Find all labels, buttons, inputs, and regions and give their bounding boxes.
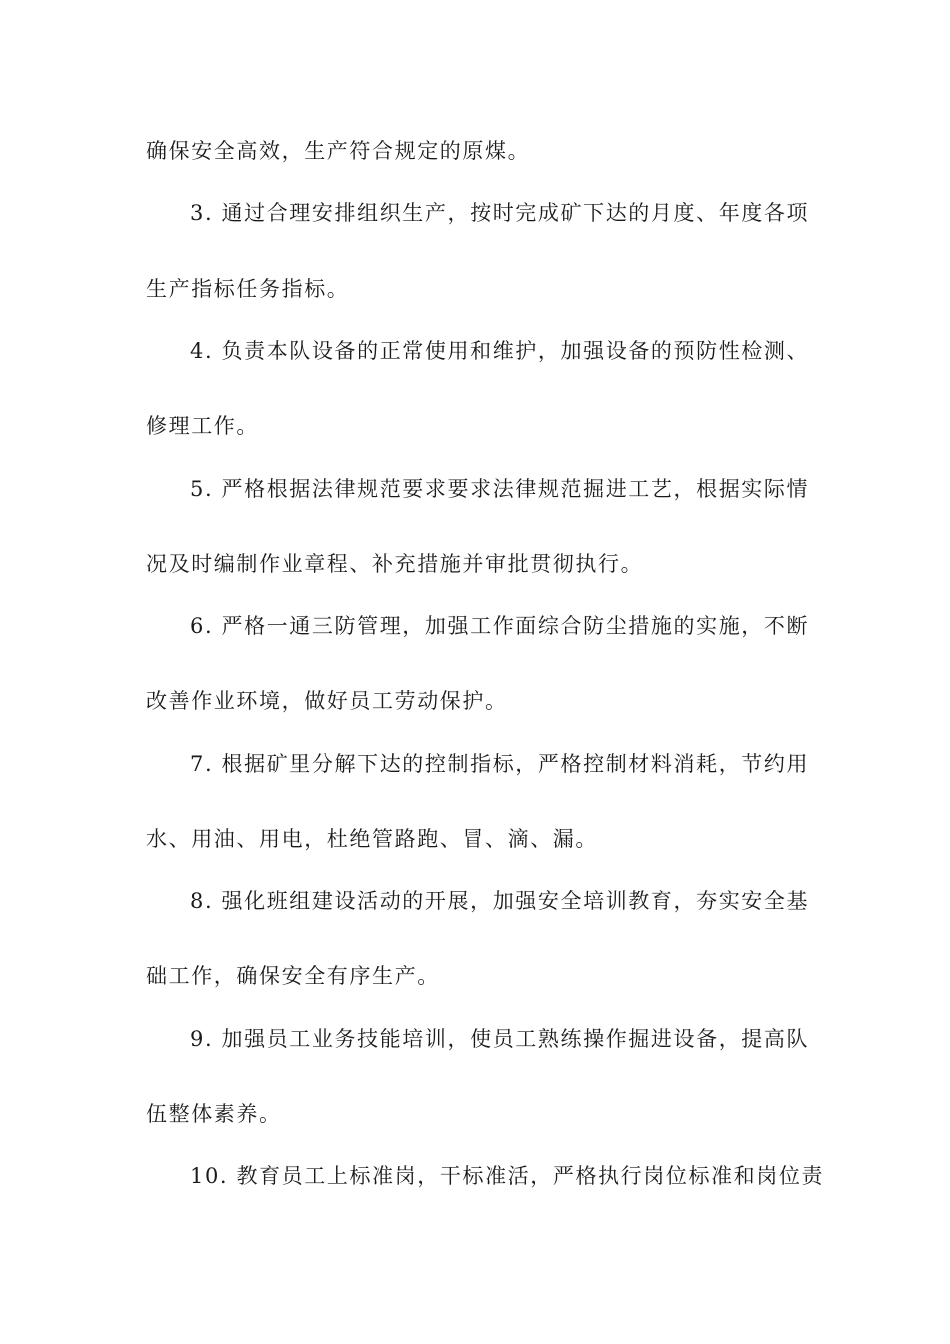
text-line-16: 10. 教育员工上标准岗，干标准活，严格执行岗位标准和岗位责 <box>190 1164 825 1188</box>
text-line-4: 4. 负责本队设备的正常使用和维护，加强设备的预防性检测、 <box>190 339 810 363</box>
text-line-5: 修理工作。 <box>146 414 259 438</box>
text-line-12: 8. 强化班组建设活动的开展，加强安全培训教育，夯实安全基 <box>190 889 810 913</box>
text-line-7: 况及时编制作业章程、补充措施并审批贯彻执行。 <box>146 552 644 576</box>
text-line-14: 9. 加强员工业务技能培训，使员工熟练操作掘进设备，提高队 <box>190 1027 810 1051</box>
text-line-13: 础工作，确保安全有序生产。 <box>146 964 440 988</box>
text-line-6: 5. 严格根据法律规范要求要求法律规范掘进工艺，根据实际情 <box>190 477 810 501</box>
text-line-2: 3. 通过合理安排组织生产，按时完成矿下达的月度、年度各项 <box>190 201 810 225</box>
text-line-3: 生产指标任务指标。 <box>146 277 350 301</box>
text-line-15: 伍整体素养。 <box>146 1102 282 1126</box>
text-line-10: 7. 根据矿里分解下达的控制指标，严格控制材料消耗，节约用 <box>190 752 810 776</box>
text-line-1: 确保安全高效，生产符合规定的原煤。 <box>146 139 531 163</box>
text-line-9: 改善作业环境，做好员工劳动保护。 <box>146 689 508 713</box>
text-line-11: 水、用油、用电，杜绝管路跑、冒、滴、漏。 <box>146 827 598 851</box>
text-line-8: 6. 严格一通三防管理，加强工作面综合防尘措施的实施，不断 <box>190 614 810 638</box>
